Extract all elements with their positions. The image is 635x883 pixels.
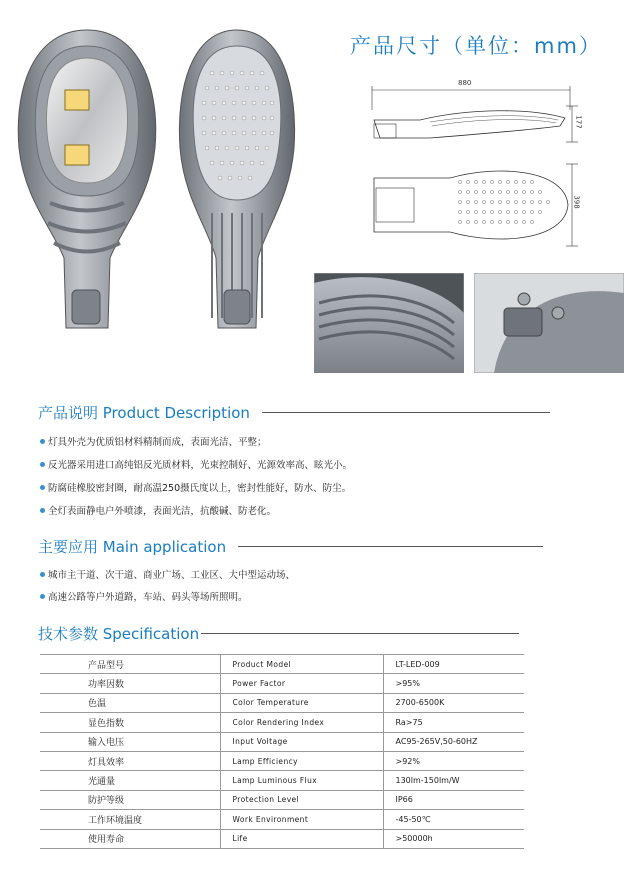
spec-table — [40, 654, 524, 849]
application-item — [40, 589, 248, 603]
spec-value: IP66 — [383, 790, 524, 809]
table-row — [40, 790, 524, 809]
description-text: 反光器采用进口高纯铝反光质材料，光束控制好、光源效率高、眩光小。 — [48, 460, 353, 471]
spec-value: >92% — [383, 751, 524, 770]
detail-photo-fins — [314, 273, 464, 373]
specification-heading — [38, 623, 519, 644]
bullet-icon — [40, 572, 45, 577]
table-row — [40, 655, 524, 674]
bullet-icon — [40, 508, 45, 513]
spec-en: Lamp Luminous Flux — [220, 771, 383, 790]
spec-en: Color Rendering Index — [220, 713, 383, 732]
description-title: 产品说明 Product Description — [38, 404, 250, 422]
spec-value: AC95-265V,50-60HZ — [383, 732, 524, 751]
description-text: 防腐硅橡胶密封圈，耐高温250摄氏度以上，密封性能好，防水、防尘。 — [48, 483, 352, 494]
application-title: 主要应用 Main application — [38, 538, 227, 556]
dimensions-title: 产品尺寸（单位：mm） — [350, 34, 602, 58]
description-heading — [38, 402, 550, 423]
detail-photo-clamp — [474, 273, 624, 373]
lamp-photo-back — [172, 28, 302, 333]
dim-height-label: 177 — [574, 115, 583, 129]
description-text: 全灯表面静电户外喷漆，表面光洁，抗酸碱、防老化。 — [48, 506, 277, 517]
table-row — [40, 771, 524, 790]
spec-value: Ra>75 — [383, 713, 524, 732]
spec-value: LT-LED-009 — [383, 655, 524, 674]
application-heading — [38, 536, 543, 557]
table-row — [40, 751, 524, 770]
lamp-photo-front — [10, 28, 165, 333]
description-item — [40, 503, 276, 517]
description-item — [40, 457, 352, 471]
spec-en: Life — [220, 829, 383, 848]
spec-cn: 产品型号 — [40, 655, 220, 674]
dim-length-label: 880 — [458, 79, 472, 87]
spec-value: 130lm-150lm/W — [383, 771, 524, 790]
spec-en: Lamp Efficiency — [220, 751, 383, 770]
bullet-icon — [40, 462, 45, 467]
description-item — [40, 434, 267, 448]
spec-cn: 使用寿命 — [40, 829, 220, 848]
description-rule — [262, 412, 550, 413]
side-view-drawing — [360, 80, 585, 155]
spec-en: Input Voltage — [220, 732, 383, 751]
application-rule — [238, 546, 543, 547]
spec-value: >50000h — [383, 829, 524, 848]
spec-cn: 工作环境温度 — [40, 810, 220, 829]
table-row — [40, 732, 524, 751]
spec-value: >95% — [383, 674, 524, 693]
spec-value: 2700-6500K — [383, 693, 524, 712]
bullet-icon — [40, 485, 45, 490]
specification-rule — [201, 633, 519, 634]
description-text: 灯具外壳为优质铝材料精制而成，表面光洁、平整； — [48, 437, 267, 448]
spec-en: Color Temperature — [220, 693, 383, 712]
spec-en: Work Environment — [220, 810, 383, 829]
table-row — [40, 693, 524, 712]
dim-width-label: 398 — [572, 195, 581, 209]
table-row — [40, 829, 524, 848]
spec-cn: 输入电压 — [40, 732, 220, 751]
bullet-icon — [40, 594, 45, 599]
spec-en: Product Model — [220, 655, 383, 674]
spec-cn: 光通量 — [40, 771, 220, 790]
spec-cn: 功率因数 — [40, 674, 220, 693]
spec-cn: 色温 — [40, 693, 220, 712]
spec-cn: 防护等级 — [40, 790, 220, 809]
table-row — [40, 713, 524, 732]
spec-cn: 显色指数 — [40, 713, 220, 732]
application-text: 高速公路等户外道路，车站、码头等场所照明。 — [48, 592, 248, 603]
table-row — [40, 674, 524, 693]
application-item — [40, 567, 295, 581]
table-row — [40, 810, 524, 829]
top-view-drawing — [360, 160, 585, 250]
application-text: 城市主干道、次干道、商业广场、工业区、大中型运动场、 — [48, 570, 296, 581]
spec-cn: 灯具效率 — [40, 751, 220, 770]
description-item — [40, 480, 351, 494]
spec-en: Power Factor — [220, 674, 383, 693]
spec-value: -45-50℃ — [383, 810, 524, 829]
specification-title: 技术参数 Specification — [38, 625, 200, 643]
spec-en: Protection Level — [220, 790, 383, 809]
bullet-icon — [40, 439, 45, 444]
